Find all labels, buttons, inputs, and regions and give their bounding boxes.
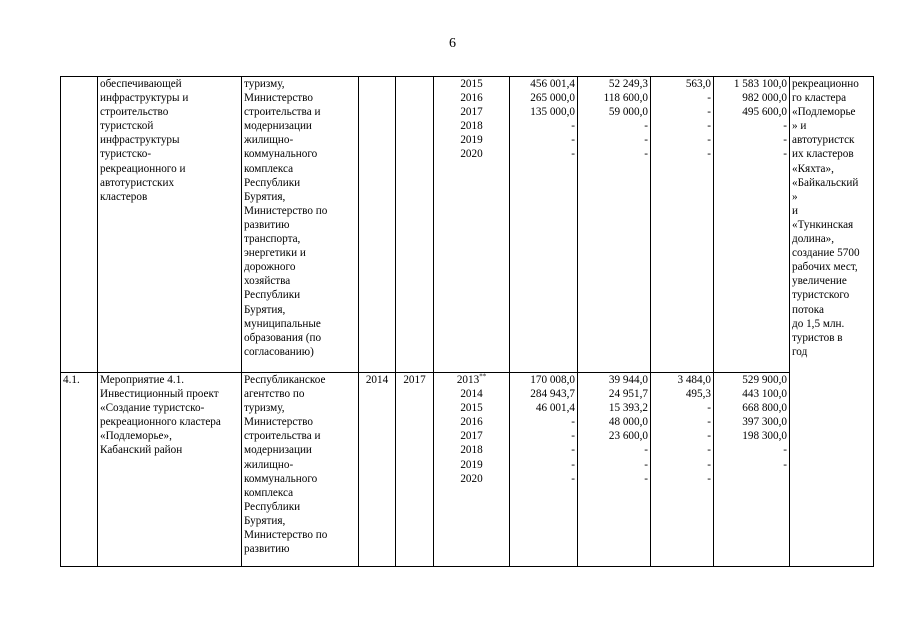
federal-value: 48 000,0 — [608, 416, 648, 429]
republic-value: - — [707, 458, 711, 471]
federal-funding-cell — [578, 373, 651, 567]
executor-line: Министерство по — [244, 204, 328, 217]
name-line: Кабанский район — [100, 444, 183, 457]
row-number-cell — [61, 77, 98, 373]
total-value: 265 000,0 — [530, 92, 575, 105]
extra-value: - — [783, 120, 787, 133]
year-line: 2015 — [460, 402, 483, 415]
name-line: туристско- — [100, 148, 152, 161]
result-line: «Тункинская — [792, 218, 854, 231]
executor-line: Республики — [244, 289, 301, 302]
executor-line: Республиканское — [244, 374, 326, 386]
executor-cell — [242, 373, 359, 567]
year-footnote-mark: ** — [479, 372, 487, 381]
executor-line: Республики — [244, 500, 301, 513]
name-line: «Создание туристско- — [100, 402, 205, 415]
year-line: 2016 — [460, 416, 483, 429]
page-number: 6 — [449, 36, 456, 51]
executor-line: Министерство — [244, 416, 313, 429]
extra-funding-cell — [714, 373, 790, 567]
republic-value: - — [707, 402, 711, 415]
measure-name-cell — [98, 77, 242, 373]
republic-funding-cell — [651, 77, 714, 373]
total-value: 46 001,4 — [535, 402, 575, 415]
result-line: до 1,5 млн. — [792, 317, 845, 330]
name-line: инфраструктуры и — [100, 92, 189, 105]
executor-line: Республики — [244, 176, 301, 189]
executor-line: строительства и — [244, 106, 321, 119]
extra-value: 529 900,0 — [742, 374, 787, 386]
federal-value: 24 951,7 — [608, 388, 648, 401]
result-line: их кластеров — [792, 148, 854, 161]
year-line: 2020 — [460, 148, 483, 161]
result-line: «Кяхта», — [792, 162, 834, 175]
executor-line: модернизации — [244, 444, 312, 457]
total-value: 284 943,7 — [530, 388, 575, 401]
executor-line: коммунального — [244, 472, 318, 485]
name-line: инфраструктуры — [100, 134, 180, 147]
expected-result-cell — [790, 77, 874, 567]
executor-line: туризму, — [244, 402, 285, 415]
year-line: 2019 — [460, 458, 483, 471]
year-line: 2013** — [456, 372, 487, 386]
federal-funding-cell — [578, 77, 651, 373]
executor-line: жилищно- — [244, 134, 294, 147]
year-line: 2017 — [460, 106, 483, 119]
extra-value: - — [783, 458, 787, 471]
result-line: увеличение — [792, 275, 847, 288]
executor-line: модернизации — [244, 120, 312, 133]
result-line: туристов в — [792, 331, 843, 344]
year-line: 2014 — [460, 388, 483, 401]
republic-value: - — [707, 444, 711, 457]
total-value: - — [571, 416, 575, 429]
result-line: создание 5700 — [792, 247, 860, 260]
total-value: - — [571, 120, 575, 133]
name-line: рекреационного и — [100, 162, 186, 175]
executor-line: строительства и — [244, 430, 321, 443]
name-line: Мероприятие 4.1. — [100, 374, 185, 386]
executor-line: развитию — [244, 543, 290, 556]
republic-value: - — [707, 416, 711, 429]
federal-value: 15 393,2 — [608, 402, 648, 415]
extra-value: 668 800,0 — [742, 402, 787, 415]
name-line: строительство — [100, 106, 169, 119]
executor-line: Бурятия, — [244, 514, 286, 527]
extra-value: 982 000,0 — [742, 92, 787, 105]
executor-line: агентство по — [244, 388, 305, 401]
extra-value: 198 300,0 — [742, 430, 787, 443]
executor-line: согласованию) — [244, 345, 314, 358]
republic-value: - — [707, 472, 711, 485]
extra-value: - — [783, 444, 787, 457]
extra-value — [716, 472, 787, 486]
extra-value: 495 600,0 — [742, 106, 787, 119]
measure-name-cell — [98, 373, 242, 567]
result-line: год — [792, 345, 808, 358]
name-line: обеспечивающей — [100, 78, 182, 90]
table-row — [61, 77, 874, 373]
executor-line: транспорта, — [244, 233, 301, 246]
executor-line: комплекса — [244, 486, 294, 499]
republic-funding-cell — [651, 373, 714, 567]
executor-line: муниципальные — [244, 317, 321, 330]
total-value: 135 000,0 — [530, 106, 575, 119]
start-year-cell: 2014 — [359, 373, 396, 567]
republic-value: 563,0 — [685, 78, 711, 90]
year-line: 2019 — [460, 134, 483, 147]
result-line: » — [792, 190, 798, 203]
republic-value: - — [707, 148, 711, 161]
result-line: потока — [792, 303, 824, 316]
end-year-cell: 2017 — [396, 373, 434, 567]
total-value: - — [571, 444, 575, 457]
executor-line: Министерство по — [244, 529, 328, 542]
result-line: » и — [792, 120, 807, 133]
federal-value: 52 249,3 — [608, 78, 648, 90]
executor-line: образования (по — [244, 331, 322, 344]
result-line: «Байкальский — [792, 176, 859, 189]
result-line: и — [792, 204, 798, 217]
executor-line: жилищно- — [244, 458, 294, 471]
federal-value: 39 944,0 — [608, 374, 648, 386]
republic-value: - — [707, 430, 711, 443]
extra-value: 1 583 100,0 — [733, 78, 787, 90]
year-line: 2016 — [460, 92, 483, 105]
result-line: рабочих мест, — [792, 261, 858, 274]
name-line: автотуристских — [100, 176, 175, 189]
result-line: го кластера — [792, 92, 847, 105]
end-year-cell — [396, 77, 434, 373]
year-line: 2015 — [460, 78, 483, 90]
executor-line: Бурятия, — [244, 303, 286, 316]
federal-value: - — [644, 134, 648, 147]
executor-line: развитию — [244, 218, 290, 231]
table-row — [61, 373, 874, 567]
executor-line: Бурятия, — [244, 190, 286, 203]
republic-value: 3 484,0 — [677, 374, 711, 386]
republic-value: - — [707, 92, 711, 105]
federal-value: 118 600,0 — [603, 92, 648, 105]
total-value: - — [571, 458, 575, 471]
executor-line: энергетики и — [244, 247, 306, 260]
executor-line: туризму, — [244, 78, 285, 90]
name-line: «Подлеморье», — [100, 430, 172, 443]
result-line: «Подлеморье — [792, 106, 856, 119]
federal-value: - — [644, 458, 648, 471]
name-line: Инвестиционный проект — [100, 388, 219, 401]
financing-years-cell — [434, 373, 510, 567]
name-line: рекреационного кластера — [100, 416, 221, 429]
executor-cell — [242, 77, 359, 373]
name-line: кластеров — [100, 190, 148, 203]
republic-value: - — [707, 120, 711, 133]
executor-line: Министерство — [244, 92, 313, 105]
federal-value: - — [644, 148, 648, 161]
extra-value: - — [783, 148, 787, 161]
total-funding-cell — [510, 373, 578, 567]
year-line: 2017 — [460, 430, 483, 443]
result-line: долина», — [792, 233, 835, 246]
row-number-cell: 4.1. — [61, 373, 98, 567]
total-funding-cell — [510, 77, 578, 373]
republic-value: 495,3 — [685, 388, 711, 401]
republic-value: - — [707, 134, 711, 147]
federal-value: 23 600,0 — [608, 430, 648, 443]
executor-line: коммунального — [244, 148, 318, 161]
total-value: - — [571, 148, 575, 161]
result-line: автотуристск — [792, 134, 855, 147]
financing-years-cell — [434, 77, 510, 373]
result-line: рекреационно — [792, 78, 859, 90]
federal-value: - — [644, 472, 648, 485]
extra-funding-cell — [714, 77, 790, 373]
year-line: 2020 — [460, 472, 483, 485]
total-value: - — [571, 430, 575, 443]
extra-value: 443 100,0 — [742, 388, 787, 401]
republic-value: - — [707, 106, 711, 119]
total-value: - — [571, 134, 575, 147]
federal-value: - — [644, 444, 648, 457]
start-year-cell — [359, 77, 396, 373]
federal-value: - — [644, 120, 648, 133]
total-value: 170 008,0 — [530, 374, 575, 386]
executor-line: хозяйства — [244, 275, 291, 288]
executor-line: комплекса — [244, 162, 294, 175]
result-line: туристского — [792, 289, 850, 302]
federal-value: 59 000,0 — [608, 106, 648, 119]
executor-line: дорожного — [244, 261, 296, 274]
total-value: - — [571, 472, 575, 485]
extra-value: 397 300,0 — [742, 416, 787, 429]
year-line: 2018 — [460, 444, 483, 457]
program-table — [60, 76, 874, 567]
extra-value: - — [783, 134, 787, 147]
year-line: 2018 — [460, 120, 483, 133]
name-line: туристской — [100, 120, 154, 133]
total-value: 456 001,4 — [530, 78, 575, 90]
